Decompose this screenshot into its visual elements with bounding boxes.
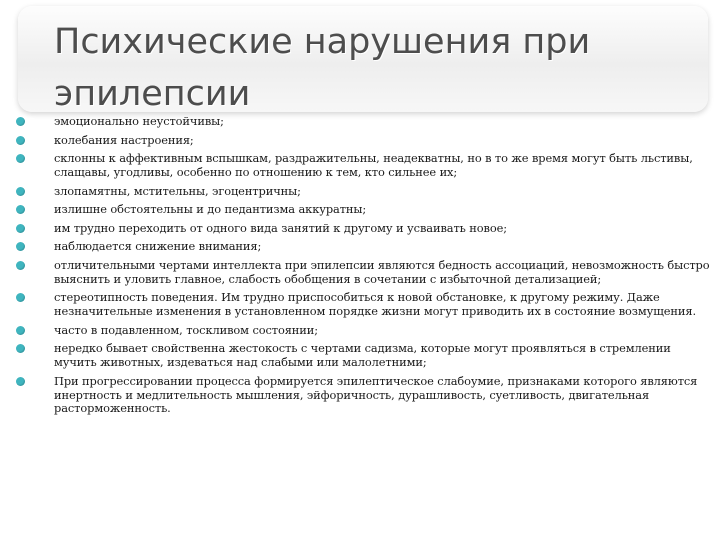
slide-title: Психические нарушения при эпилепсии <box>54 22 591 114</box>
bullet-icon <box>16 326 25 335</box>
list-item <box>16 342 712 370</box>
list-item-text: эмоционально неустойчивы; <box>54 114 224 128</box>
bullet-icon <box>16 242 25 251</box>
title-banner <box>18 6 708 112</box>
list-item <box>16 259 712 287</box>
list-item <box>16 185 712 199</box>
list-item <box>16 222 712 236</box>
bullet-icon <box>16 187 25 196</box>
bullet-icon <box>16 344 25 353</box>
list-item-text: злопамятны, мстительны, эгоцентричны; <box>54 183 301 198</box>
list-item <box>16 152 712 180</box>
list-item-text: склонны к аффективным вспышкам, раздражительны, неадекватны, но в то же время могут быть льстивы, слащавы, угодливы, особенно по отношению к тем, кто сильнее их; <box>54 151 693 179</box>
bullet-icon <box>16 154 25 163</box>
list-item-text: излишне обстоятельны и до педантизма аккуратны; <box>54 202 367 217</box>
list-item <box>16 240 712 254</box>
list-item-text: При прогрессировании процесса формируется эпилептическое слабоумие, признаками которого являются инертность и медлительность мышления, эйфоричность, дурашливость, суетливость, двигательная расторможенность. <box>54 373 698 416</box>
list-item-text: колебания настроения; <box>54 132 194 147</box>
list-item-text: нередко бывает свойственна жестокость с чертами садизма, которые могут проявляться в стремлении мучить животных, издеваться над слабыми или малолетними; <box>54 341 671 370</box>
bullet-icon <box>16 377 25 386</box>
list-item-text: стереотипность поведения. Им трудно приспособиться к новой обстановке, к другому режиму. Даже незначительные изменения в установленном порядке жизни могут приводить их в состояние возмущения. <box>54 290 696 319</box>
bullet-icon <box>16 293 25 302</box>
list-item <box>16 203 712 217</box>
list-item <box>16 134 712 148</box>
list-item-text: часто в подавленном, тоскливом состоянии; <box>54 322 319 337</box>
bullet-icon <box>16 261 25 270</box>
list-item-text: отличительными чертами интеллекта при эпилепсии являются бедность ассоциаций, невозможность быстро выяснить и уловить главное, слабость обобщения в сочетании с избыточной детализацией; <box>54 257 710 286</box>
list-item <box>16 375 712 416</box>
bullet-list <box>16 115 712 421</box>
list-item <box>16 324 712 338</box>
list-item <box>16 291 712 319</box>
bullet-icon <box>16 205 25 214</box>
list-item <box>16 115 712 129</box>
bullet-icon <box>16 224 25 233</box>
bullet-icon <box>16 136 25 145</box>
list-item-text: наблюдается снижение внимания; <box>54 239 262 254</box>
bullet-icon <box>16 117 25 126</box>
list-item-text: им трудно переходить от одного вида занятий к другому и усваивать новое; <box>54 220 507 235</box>
